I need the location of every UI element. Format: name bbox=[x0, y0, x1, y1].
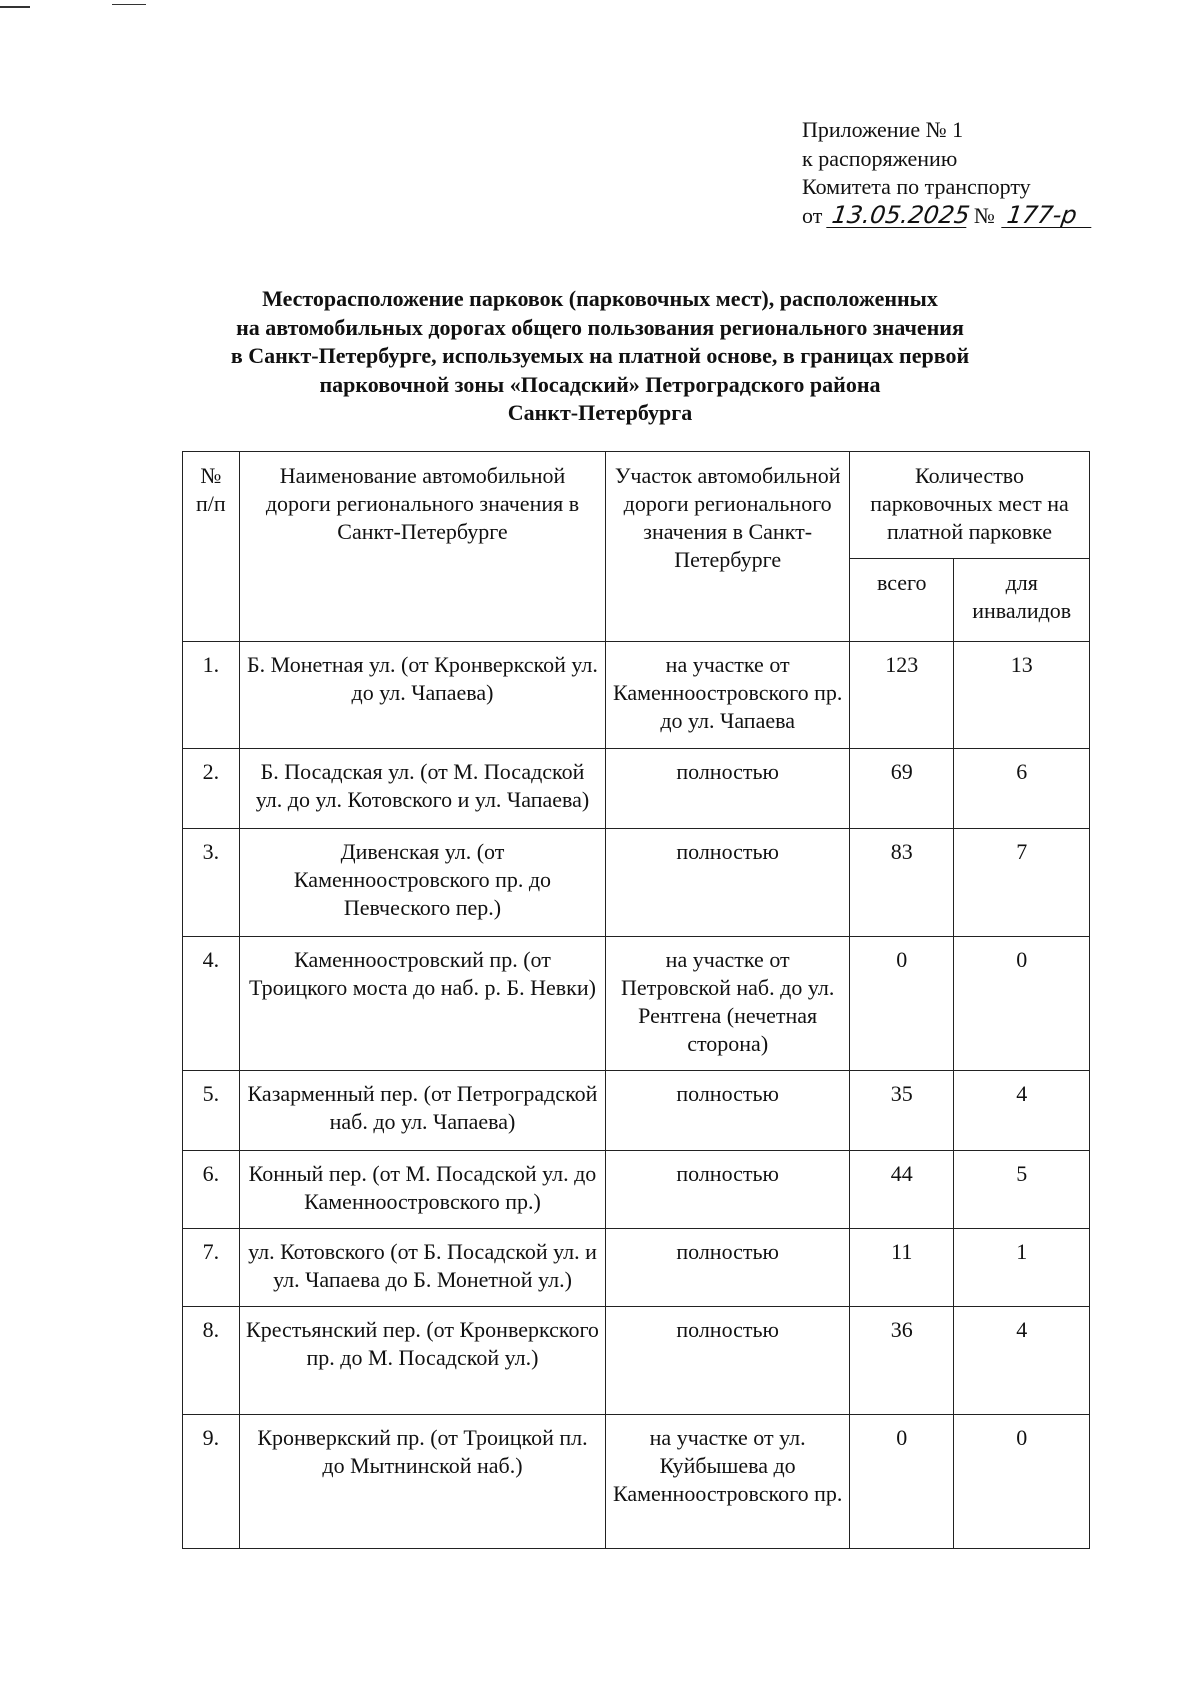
header-quantity: Количество парковочных мест на платной парковке bbox=[850, 452, 1090, 559]
row-segment: на участке от Каменноостровского пр. до ул. Чапаева bbox=[606, 642, 850, 749]
handwritten-number: 177-р bbox=[1001, 203, 1095, 228]
row-road: Б. Монетная ул. (от Кронверкской ул. до ул. Чапаева) bbox=[239, 642, 606, 749]
title-line: в Санкт-Петербурге, используемых на платной основе, в границах первой bbox=[230, 343, 970, 369]
table-row bbox=[183, 749, 1090, 829]
row-number: 2. bbox=[183, 749, 240, 829]
row-total: 0 bbox=[850, 937, 954, 1071]
appendix-block bbox=[802, 116, 1093, 230]
table-row bbox=[183, 937, 1090, 1071]
row-road: Дивенская ул. (от Каменноостровского пр. до Певческого пер.) bbox=[239, 829, 606, 937]
row-road: Казарменный пер. (от Петроградской наб. до ул. Чапаева) bbox=[239, 1071, 606, 1151]
table-row bbox=[183, 1151, 1090, 1229]
appendix-line: к распоряжению bbox=[802, 145, 958, 171]
row-disabled: 4 bbox=[954, 1307, 1090, 1415]
header-segment: Участок автомобильной дороги регионального значения в Санкт-Петербурге bbox=[606, 452, 850, 642]
row-number: 1. bbox=[183, 642, 240, 749]
row-segment: полностью bbox=[606, 749, 850, 829]
date-prefix: от bbox=[802, 202, 823, 228]
row-road: Б. Посадская ул. (от М. Посадской ул. до ул. Котовского и ул. Чапаева) bbox=[239, 749, 606, 829]
header-number: № п/п bbox=[183, 452, 240, 642]
table-row bbox=[183, 1415, 1090, 1549]
row-segment: полностью bbox=[606, 1229, 850, 1307]
row-number: 3. bbox=[183, 829, 240, 937]
row-road: Конный пер. (от М. Посадской ул. до Каменноостровского пр.) bbox=[239, 1151, 606, 1229]
row-disabled: 0 bbox=[954, 1415, 1090, 1549]
header-total: всего bbox=[850, 559, 954, 642]
row-disabled: 6 bbox=[954, 749, 1090, 829]
row-number: 9. bbox=[183, 1415, 240, 1549]
row-number: 6. bbox=[183, 1151, 240, 1229]
row-number: 4. bbox=[183, 937, 240, 1071]
row-segment: полностью bbox=[606, 1071, 850, 1151]
row-segment: на участке от Петровской наб. до ул. Рентгена (нечетная сторона) bbox=[606, 937, 850, 1071]
row-road: Крестьянский пер. (от Кронверкского пр. до М. Посадской ул.) bbox=[239, 1307, 606, 1415]
row-total: 44 bbox=[850, 1151, 954, 1229]
table-row bbox=[183, 829, 1090, 937]
table-row bbox=[183, 1307, 1090, 1415]
row-disabled: 1 bbox=[954, 1229, 1090, 1307]
table-row bbox=[183, 1229, 1090, 1307]
handwritten-date: 13.05.2025 bbox=[827, 203, 971, 228]
row-total: 69 bbox=[850, 749, 954, 829]
row-road: ул. Котовского (от Б. Посадской ул. и ул. Чапаева до Б. Монетной ул.) bbox=[239, 1229, 606, 1307]
row-total: 123 bbox=[850, 642, 954, 749]
row-total: 36 bbox=[850, 1307, 954, 1415]
title-line: Санкт-Петербурга bbox=[507, 400, 693, 426]
row-disabled: 0 bbox=[954, 937, 1090, 1071]
title-line: парковочной зоны «Посадский» Петроградского района bbox=[319, 371, 881, 397]
row-disabled: 5 bbox=[954, 1151, 1090, 1229]
appendix-date-number-line bbox=[802, 202, 1093, 231]
parking-table bbox=[182, 451, 1090, 1549]
row-total: 0 bbox=[850, 1415, 954, 1549]
table-row bbox=[183, 1071, 1090, 1151]
row-disabled: 13 bbox=[954, 642, 1090, 749]
number-prefix: № bbox=[973, 202, 995, 228]
row-segment: на участке от ул. Куйбышева до Каменноостровского пр. bbox=[606, 1415, 850, 1549]
header-disabled: для инвалидов bbox=[954, 559, 1090, 642]
table-row bbox=[183, 642, 1090, 749]
title-line: на автомобильных дорогах общего пользования регионального значения bbox=[236, 314, 964, 340]
appendix-line: Приложение № 1 bbox=[802, 117, 964, 142]
row-total: 83 bbox=[850, 829, 954, 937]
row-segment: полностью bbox=[606, 1307, 850, 1415]
row-number: 7. bbox=[183, 1229, 240, 1307]
appendix-line: Комитета по транспорту bbox=[802, 174, 1031, 199]
document-title bbox=[180, 285, 1020, 428]
scan-mark bbox=[112, 4, 146, 5]
title-line: Месторасположение парковок (парковочных мест), расположенных bbox=[262, 286, 938, 311]
row-disabled: 7 bbox=[954, 829, 1090, 937]
row-number: 5. bbox=[183, 1071, 240, 1151]
row-total: 35 bbox=[850, 1071, 954, 1151]
scan-mark bbox=[0, 6, 30, 8]
row-number: 8. bbox=[183, 1307, 240, 1415]
row-road: Каменноостровский пр. (от Троицкого моста до наб. р. Б. Невки) bbox=[239, 937, 606, 1071]
row-segment: полностью bbox=[606, 1151, 850, 1229]
row-road: Кронверкский пр. (от Троицкой пл. до Мытнинской наб.) bbox=[239, 1415, 606, 1549]
header-road: Наименование автомобильной дороги регионального значения в Санкт-Петербурге bbox=[239, 452, 606, 642]
row-total: 11 bbox=[850, 1229, 954, 1307]
row-segment: полностью bbox=[606, 829, 850, 937]
row-disabled: 4 bbox=[954, 1071, 1090, 1151]
